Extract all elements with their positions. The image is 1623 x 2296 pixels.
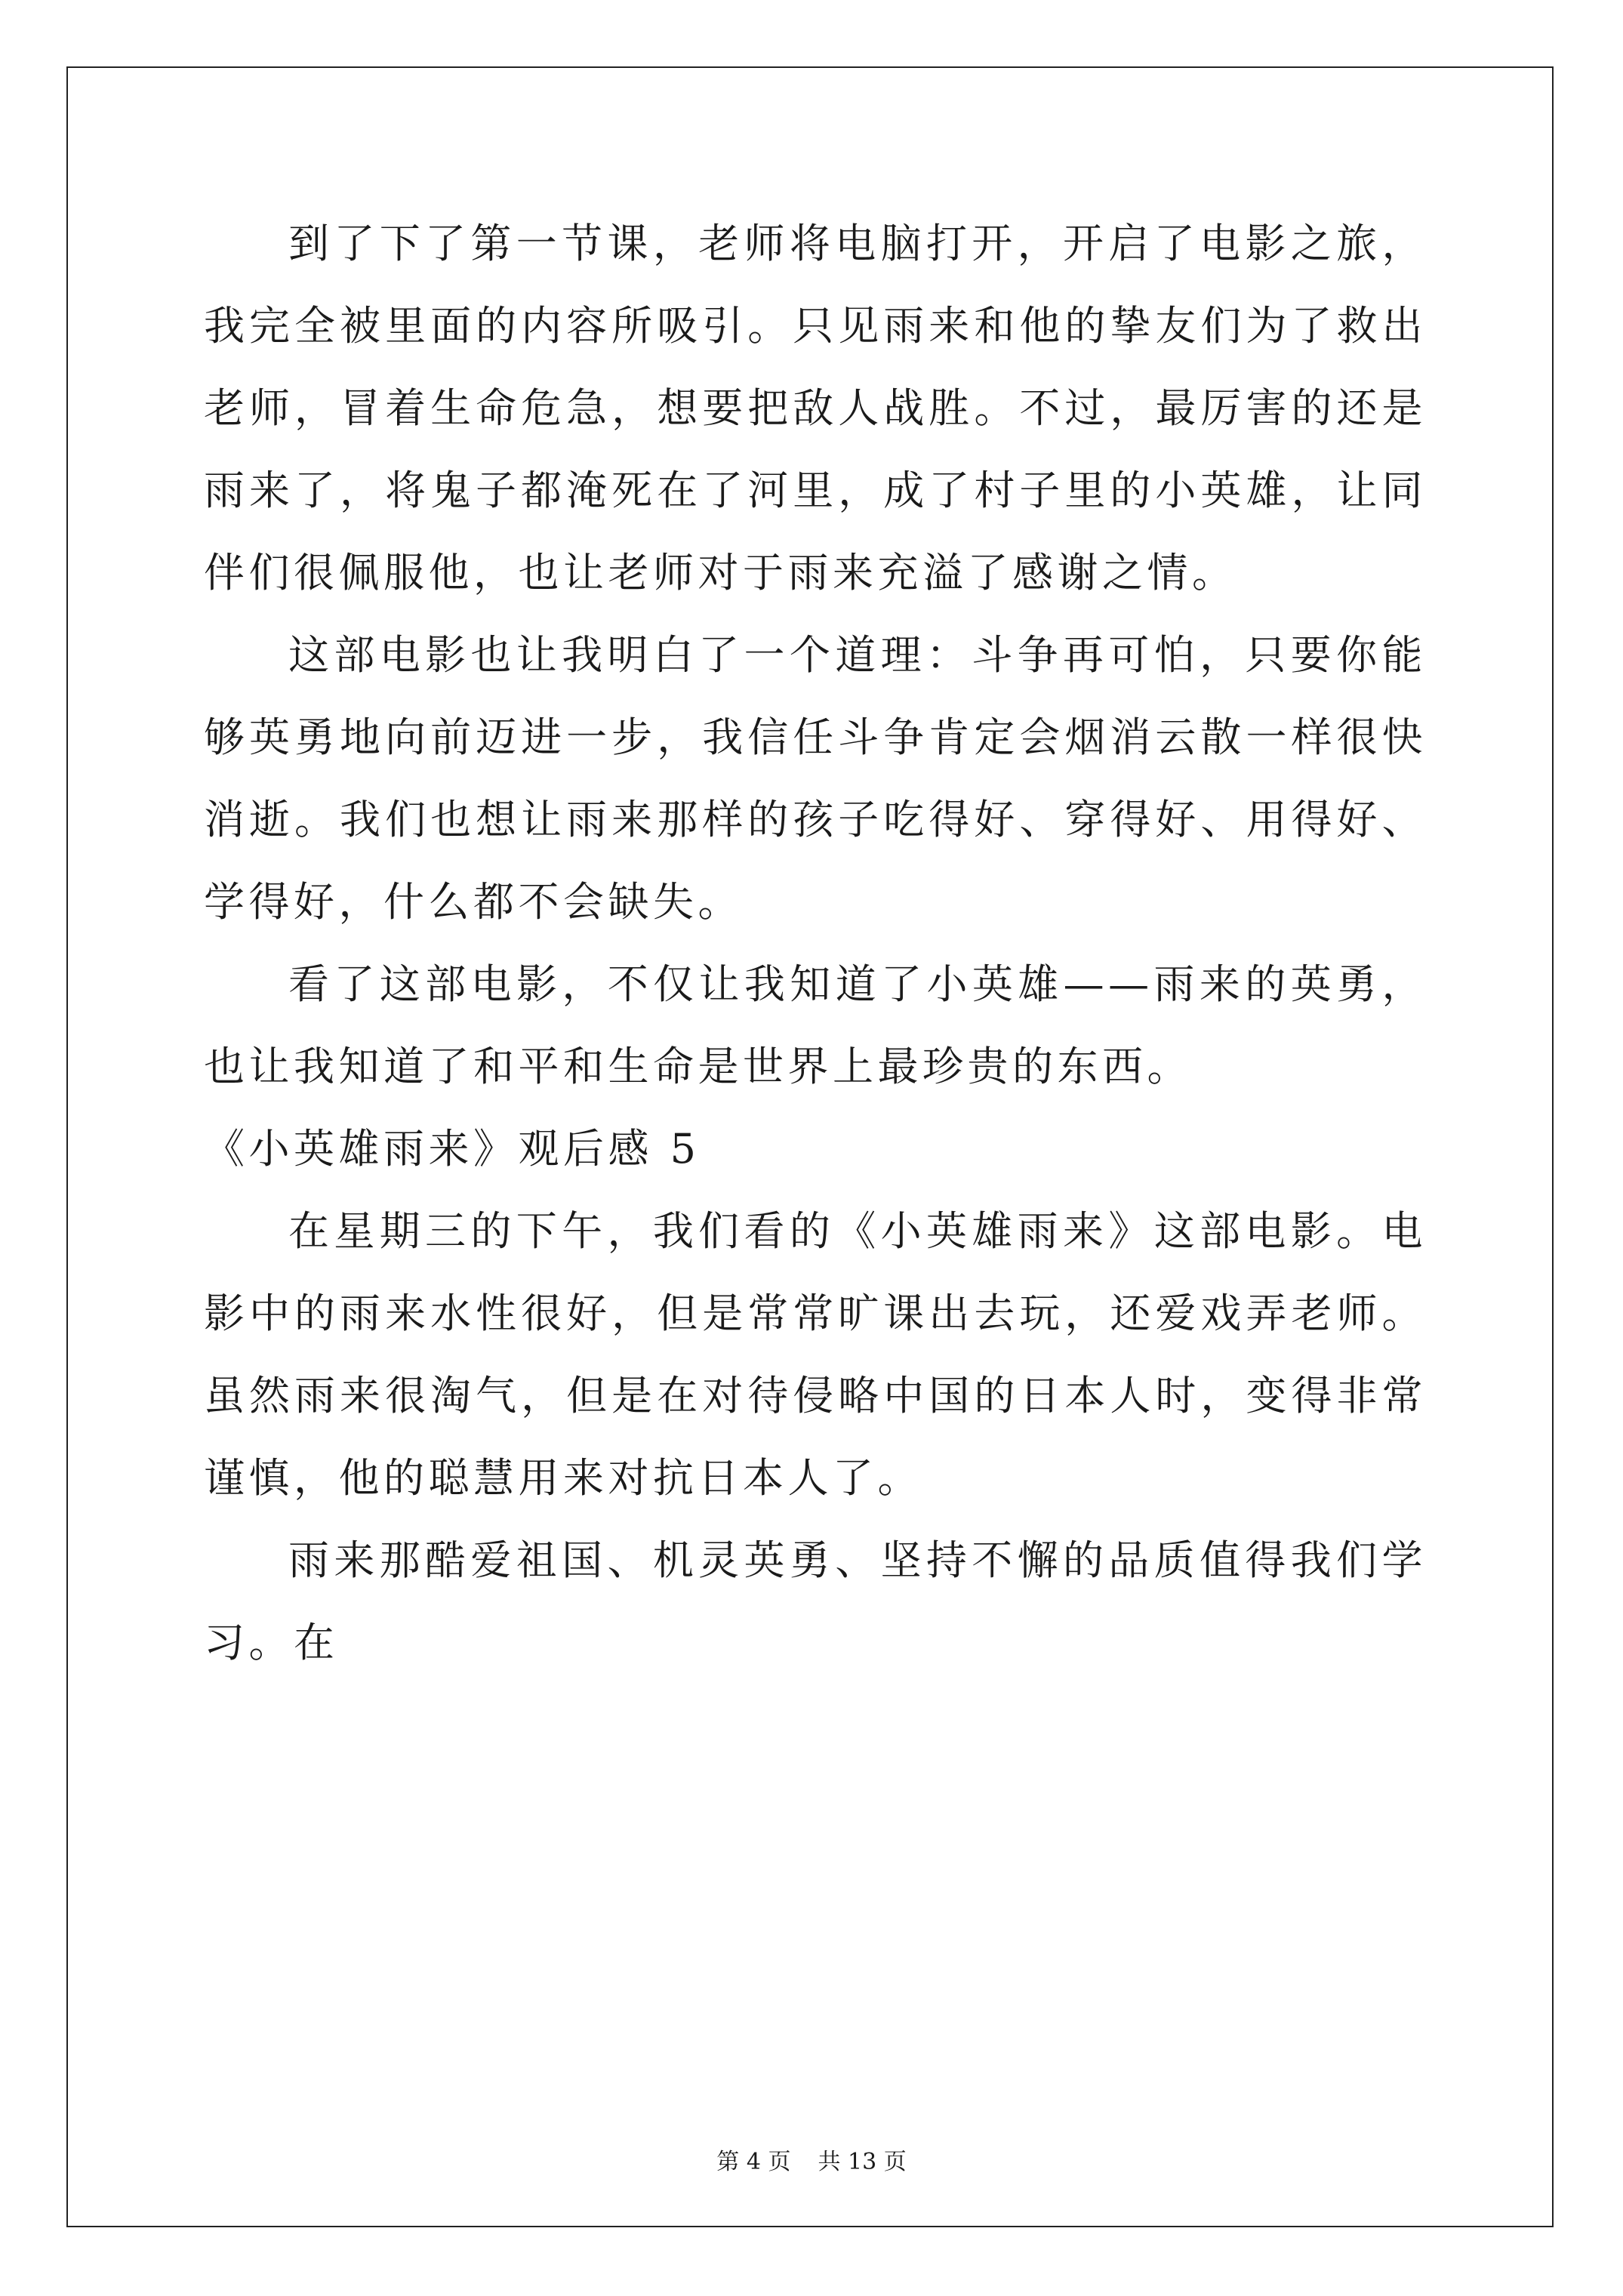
section-heading: 《小英雄雨来》观后感 5 xyxy=(204,1125,701,1173)
document-body xyxy=(204,202,1427,1684)
page-footer xyxy=(0,2143,1623,2176)
page-total: 共 13 页 xyxy=(818,2149,907,2175)
paragraph: 看了这部电影，不仅让我知道了小英雄——雨来的英勇，也让我知道了和平和生命是世界上最珍贵的东西。 xyxy=(204,960,1427,1090)
paragraph: 在星期三的下午，我们看的《小英雄雨来》这部电影。电影中的雨来水性很好，但是常常旷课出去玩，还爱戏弄老师。虽然雨来很淘气，但是在对待侵略中国的日本人时，变得非常谨慎，他的聪慧用来对抗日本人了。 xyxy=(204,1207,1427,1502)
paragraph: 雨来那酷爱祖国、机灵英勇、坚持不懈的品质值得我们学习。在 xyxy=(204,1536,1427,1666)
paragraph: 这部电影也让我明白了一个道理：斗争再可怕，只要你能够英勇地向前迈进一步，我信任斗争肯定会烟消云散一样很快消逝。我们也想让雨来那样的孩子吃得好、穿得好、用得好、学得好，什么都不会缺失。 xyxy=(204,631,1427,926)
paragraph: 到了下了第一节课，老师将电脑打开，开启了电影之旅，我完全被里面的内容所吸引。只见雨来和他的挚友们为了救出老师，冒着生命危急，想要把敌人战胜。不过，最厉害的还是雨来了，将鬼子都淹死在了河里，成了村子里的小英雄，让同伴们很佩服他，也让老师对于雨来充溢了感谢之情。 xyxy=(204,220,1427,596)
page-number: 第 4 页 xyxy=(716,2149,791,2175)
